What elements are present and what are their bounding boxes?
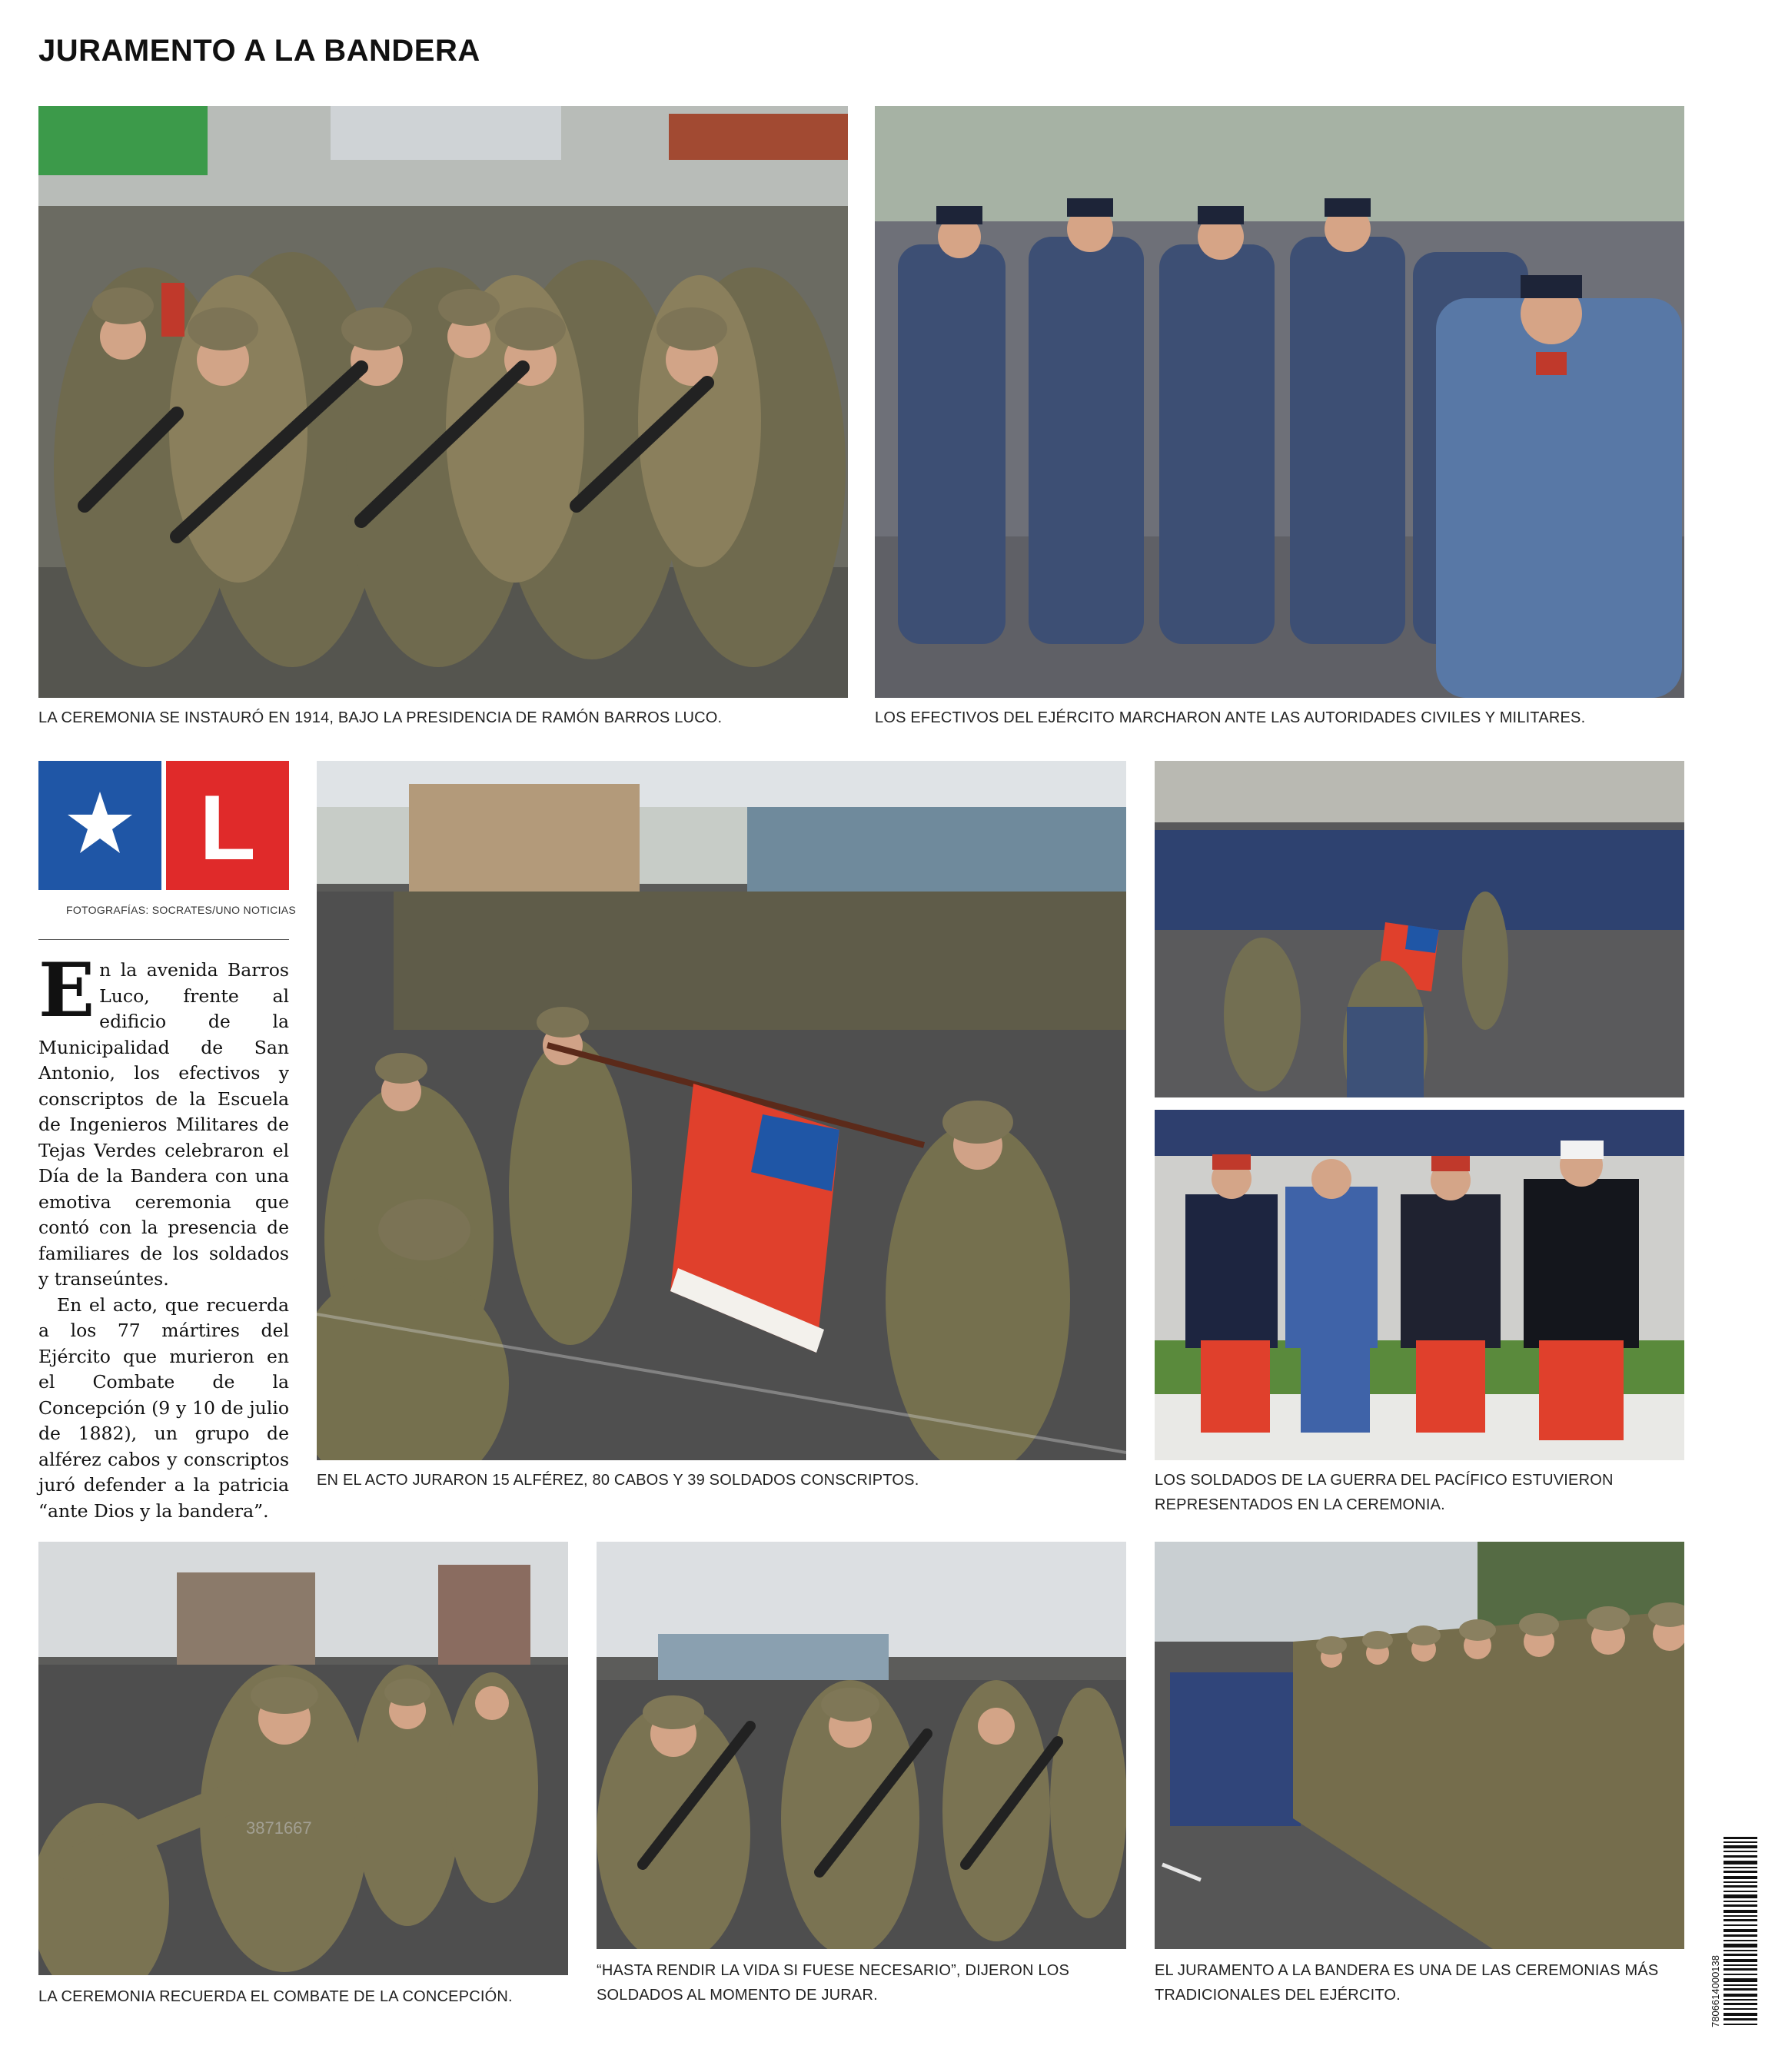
barcode-number: 7806614000138 <box>1710 1955 1721 2027</box>
caption-photo-7-line-2: SOLDADOS AL MOMENTO DE JURAR. <box>597 1987 878 2004</box>
photo-salute-oath-1 <box>38 1542 568 1975</box>
photo-watermark: 3871667 <box>246 1818 312 1838</box>
caption-photo-7-line-1: “HASTA RENDIR LA VIDA SI FUESE NECESARIO”, DIJERON LOS <box>597 1962 1070 1979</box>
drop-cap: E <box>38 947 95 1034</box>
photo-flag-oath <box>317 761 1126 1460</box>
caption-photo-5-line-1: LOS SOLDADOS DE LA GUERRA DEL PACÍFICO ESTUVIERON <box>1155 1472 1614 1489</box>
barcode <box>1708 1837 1757 2029</box>
photo-formation-lines <box>1155 1542 1684 1949</box>
divider <box>38 939 289 940</box>
caption-photo-3: EN EL ACTO JURARON 15 ALFÉREZ, 80 CABOS Y 39 SOLDADOS CONSCRIPTOS. <box>317 1472 919 1489</box>
article-body <box>38 947 289 1524</box>
photo-flag-ceremony-wide <box>1155 761 1684 1097</box>
caption-photo-6: LA CEREMONIA RECUERDA EL COMBATE DE LA CONCEPCIÓN. <box>38 1988 513 2005</box>
newspaper-logo <box>38 761 289 890</box>
logo-letter: L <box>199 776 256 879</box>
photo-soldiers-marching <box>38 106 848 698</box>
photo-officers-marching <box>875 106 1684 698</box>
page-title: JURAMENTO A LA BANDERA <box>38 34 480 68</box>
photo-war-of-pacific-reenactors <box>1155 1110 1684 1460</box>
photo-credit: FOTOGRAFÍAS: SOCRATES/UNO NOTICIAS <box>66 904 297 916</box>
caption-photo-5-line-2: REPRESENTADOS EN LA CEREMONIA. <box>1155 1496 1445 1513</box>
caption-photo-2: LOS EFECTIVOS DEL EJÉRCITO MARCHARON ANTE LAS AUTORIDADES CIVILES Y MILITARES. <box>875 709 1586 726</box>
photo-salute-oath-2 <box>597 1542 1126 1949</box>
caption-photo-8-line-2: TRADICIONALES DEL EJÉRCITO. <box>1155 1987 1401 2004</box>
caption-photo-1: LA CEREMONIA SE INSTAURÓ EN 1914, BAJO LA PRESIDENCIA DE RAMÓN BARROS LUCO. <box>38 709 723 726</box>
article-paragraph-1: En la avenida Barros Luco, frente al edificio de la Municipalidad de San Antonio, los efectivos y conscriptos de la Escuela de Ingenieros Militares de Tejas Verdes celebraron el Día de la Bandera con una emotiva ceremonia que contó con la presencia de familiares de los soldados y transeúntes. <box>38 947 289 1290</box>
caption-photo-8-line-1: EL JURAMENTO A LA BANDERA ES UNA DE LAS CEREMONIAS MÁS <box>1155 1962 1659 1979</box>
article-paragraph-2: En el acto, que recuerda a los 77 mártires del Ejército que murieron en el Combate de la Concepción (9 y 10 de julio de 1882), un grupo de alférez cabos y conscriptos juró defender a la patricia “ante Dios y la bandera”. <box>38 1293 289 1522</box>
